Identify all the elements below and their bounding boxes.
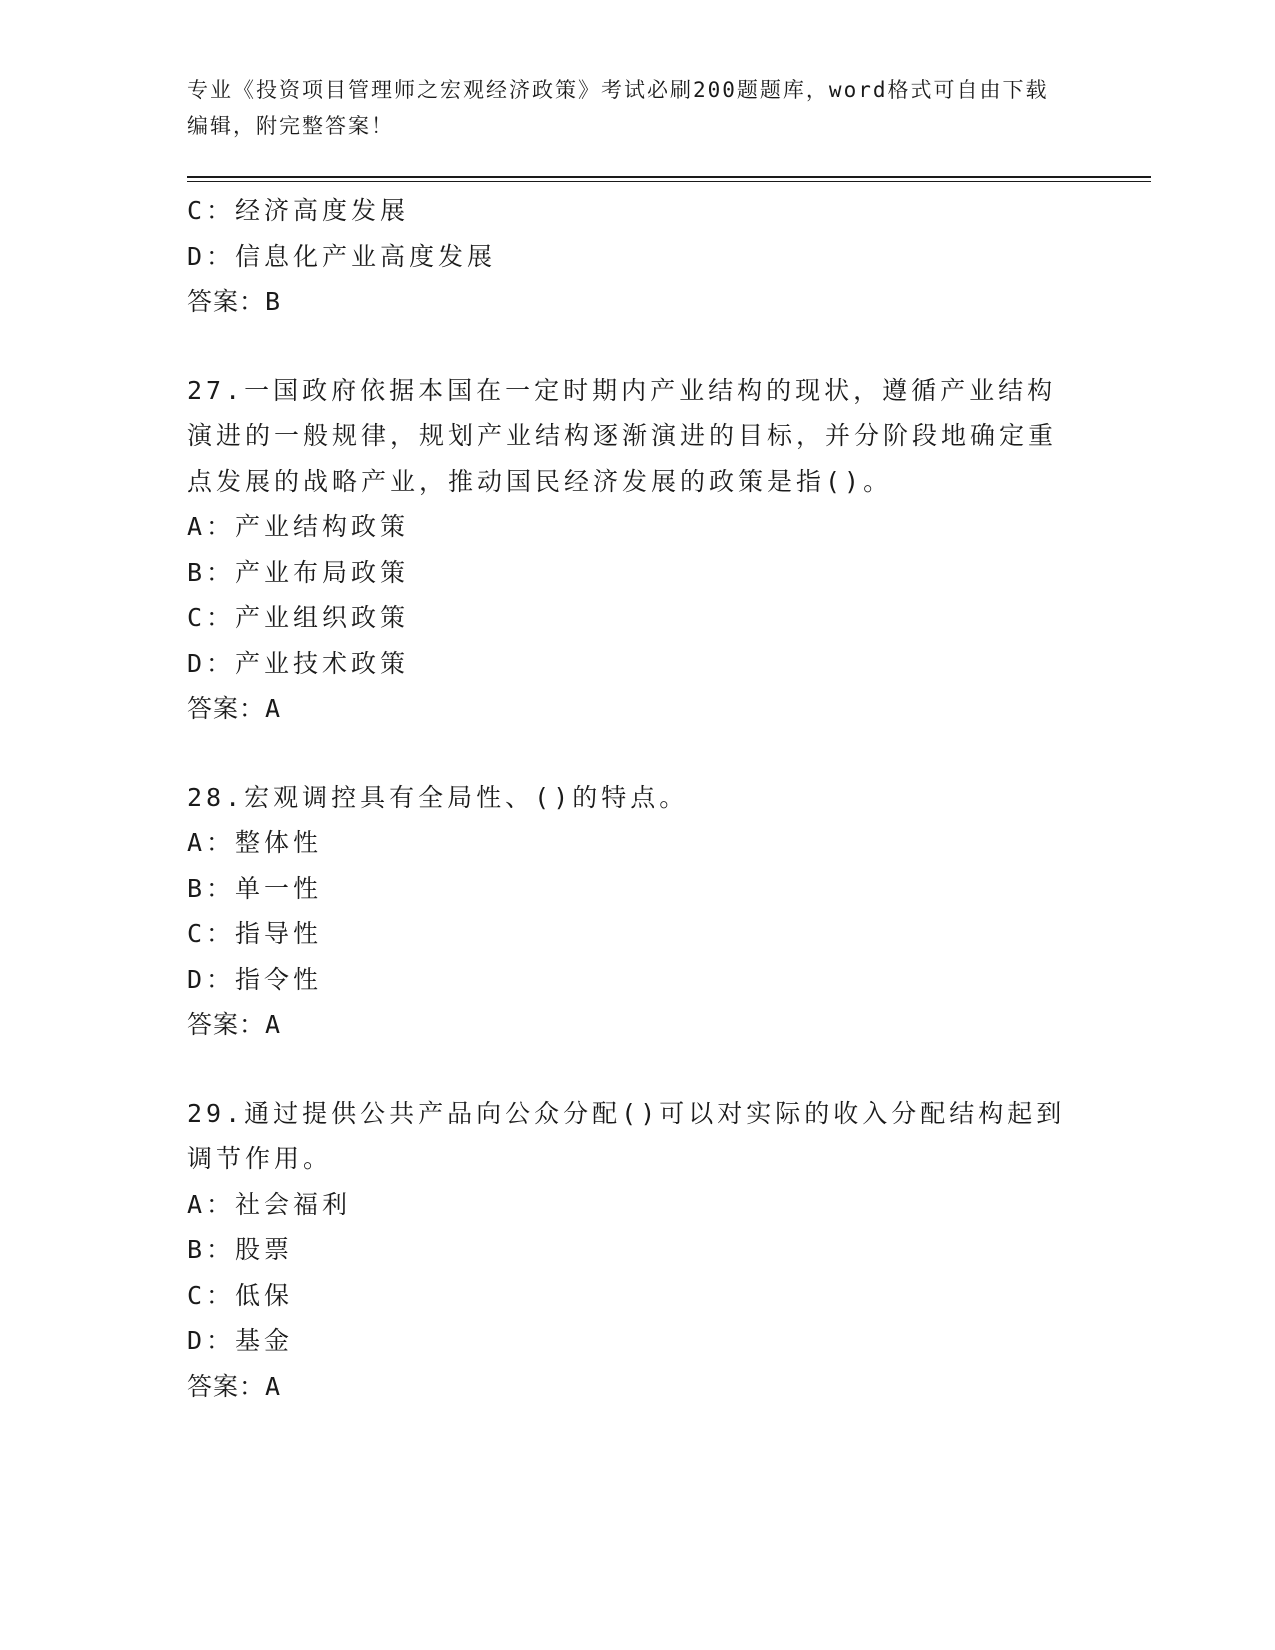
option-c: C：低保 [187, 1280, 294, 1310]
option-c: C：经济高度发展 [187, 196, 410, 225]
option-d: D：产业技术政策 [187, 648, 410, 678]
answer-line: 答案：A [187, 1010, 282, 1039]
option-b: B：单一性 [187, 873, 323, 903]
header-divider-thick [187, 176, 1151, 178]
option-a: A：社会福利 [187, 1189, 352, 1219]
option-d: D：基金 [187, 1326, 294, 1355]
answer-line: 答案：B [187, 287, 282, 316]
option-c: C：产业组织政策 [187, 603, 410, 632]
option-c: C：指导性 [187, 919, 323, 948]
option-b: B：股票 [187, 1235, 294, 1264]
question-stem: 29.通过提供公共产品向公众分配()可以对实际的收入分配结构起到调节作用。 [187, 1098, 1066, 1173]
option-d: D：指令性 [187, 964, 323, 994]
question-content [187, 188, 1087, 1409]
question-29-block [187, 1091, 1087, 1410]
answer-line: 答案：A [187, 694, 282, 723]
previous-question-block [187, 188, 1087, 325]
answer-line: 答案：A [187, 1371, 282, 1401]
option-d: D：信息化产业高度发展 [187, 241, 497, 271]
document-header: 专业《投资项目管理师之宏观经济政策》考试必刷200题题库，word格式可自由下载编辑，附完整答案！ [187, 78, 1049, 138]
question-27-block [187, 368, 1087, 732]
option-a: A：整体性 [187, 828, 323, 857]
question-stem: 27.一国政府依据本国在一定时期内产业结构的现状，遵循产业结构演进的一般规律，规划产业结构逐渐演进的目标，并分阶段地确定重点发展的战略产业，推动国民经济发展的政策是指()。 [187, 375, 1058, 496]
question-28-block [187, 775, 1087, 1048]
option-a: A：产业结构政策 [187, 512, 410, 541]
option-b: B：产业布局政策 [187, 557, 410, 587]
question-stem: 28.宏观调控具有全局性、()的特点。 [187, 782, 689, 812]
header-divider-thin [187, 181, 1151, 182]
